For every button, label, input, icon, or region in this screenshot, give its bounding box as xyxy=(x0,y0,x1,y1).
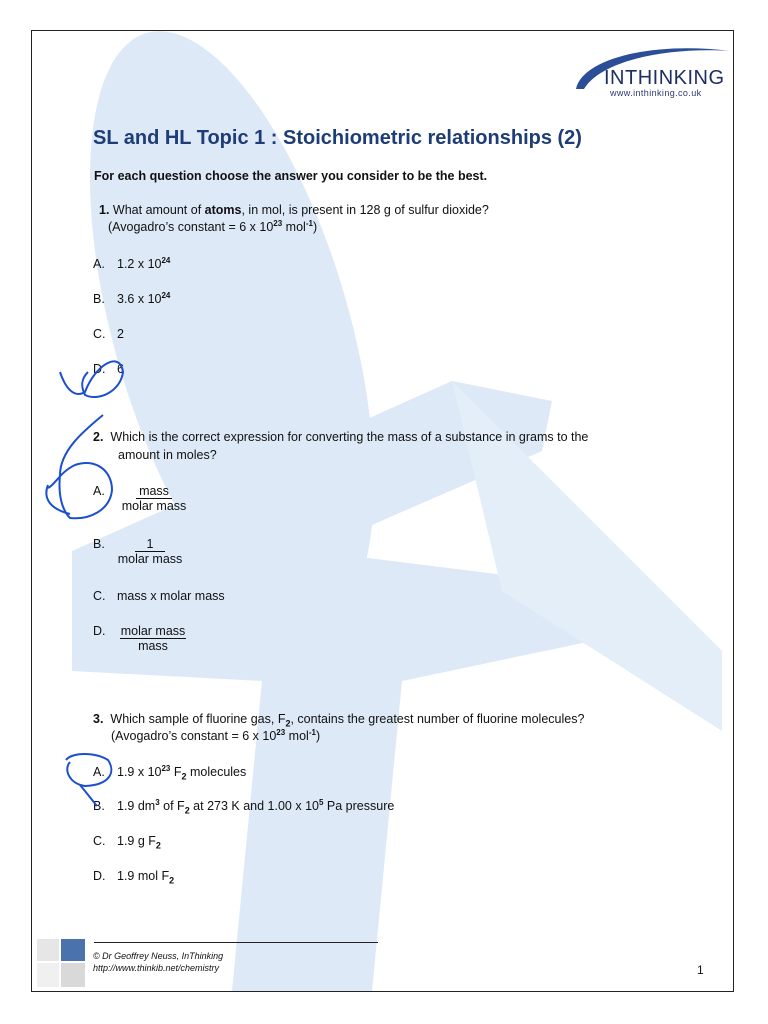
option-2d-fraction[interactable]: molar mass mass xyxy=(120,624,186,653)
option-1a[interactable]: A. 1.2 x $10^{24}$ xyxy=(93,255,171,271)
option-3c[interactable]: C. 1.9 g $F_2$ xyxy=(93,834,161,851)
question-3: 3. Which sample of fluorine gas, $F_2$, contains the greatest number of fluorine molecules? xyxy=(93,712,585,729)
option-3a[interactable]: A. 1.9 x $10^{23}$ $F_2$ molecules xyxy=(93,763,247,782)
page xyxy=(31,30,734,992)
option-2a-letter[interactable]: A. xyxy=(93,484,105,498)
option-2b-letter[interactable]: B. xyxy=(93,537,105,551)
question-number: 3. xyxy=(93,712,104,726)
avogadro-constant: (Avogadro’s constant = 6 x $10^{23}$ mol$^{-1}$) xyxy=(108,218,318,234)
option-2c[interactable]: C. mass x molar mass xyxy=(93,589,225,603)
footer-link[interactable]: http://www.thinkib.net/chemistry xyxy=(93,963,220,973)
question-2-line-2: amount in moles? xyxy=(118,448,217,462)
option-1d[interactable]: D. 6 xyxy=(93,362,124,376)
logo-url: www.inthinking.co.uk xyxy=(610,88,702,98)
logo-brand: INTHINKING xyxy=(604,67,725,89)
question-1: 1. What amount of atoms, in mol, is present in 128 g of sulfur dioxide? xyxy=(99,203,489,217)
question-2: 2. Which is the correct expression for converting the mass of a substance in grams to the xyxy=(93,430,589,444)
footer-squares xyxy=(37,939,89,989)
option-2a-fraction[interactable]: mass molar mass xyxy=(121,484,187,513)
option-1b[interactable]: B. 3.6 x $10^{24}$ xyxy=(93,290,171,306)
footer-copyright: © Dr Geoffrey Neuss, InThinking xyxy=(93,951,224,961)
option-3b[interactable]: B. 1.9 $dm^3$ of $F_2$ at 273 K and 1.00 x $10^5$ Pa pressure xyxy=(93,797,395,816)
option-2d-letter[interactable]: D. xyxy=(93,624,106,638)
option-1c[interactable]: C. 2 xyxy=(93,327,124,341)
footer-rule xyxy=(94,942,378,943)
avogadro-constant-3: (Avogadro’s constant = 6 x $10^{23}$ mol$^{-1}$) xyxy=(111,727,321,743)
question-number: 2. xyxy=(93,430,104,444)
instructions: For each question choose the answer you consider to be the best. xyxy=(94,169,488,183)
page-title: SL and HL Topic 1 : Stoichiometric relationships (2) xyxy=(93,127,582,149)
option-2b-fraction[interactable]: 1 molar mass xyxy=(117,537,183,566)
question-number: 1. xyxy=(99,203,110,217)
option-3d[interactable]: D. 1.9 mol $F_2$ xyxy=(93,869,175,886)
page-number: 1 xyxy=(697,963,704,977)
